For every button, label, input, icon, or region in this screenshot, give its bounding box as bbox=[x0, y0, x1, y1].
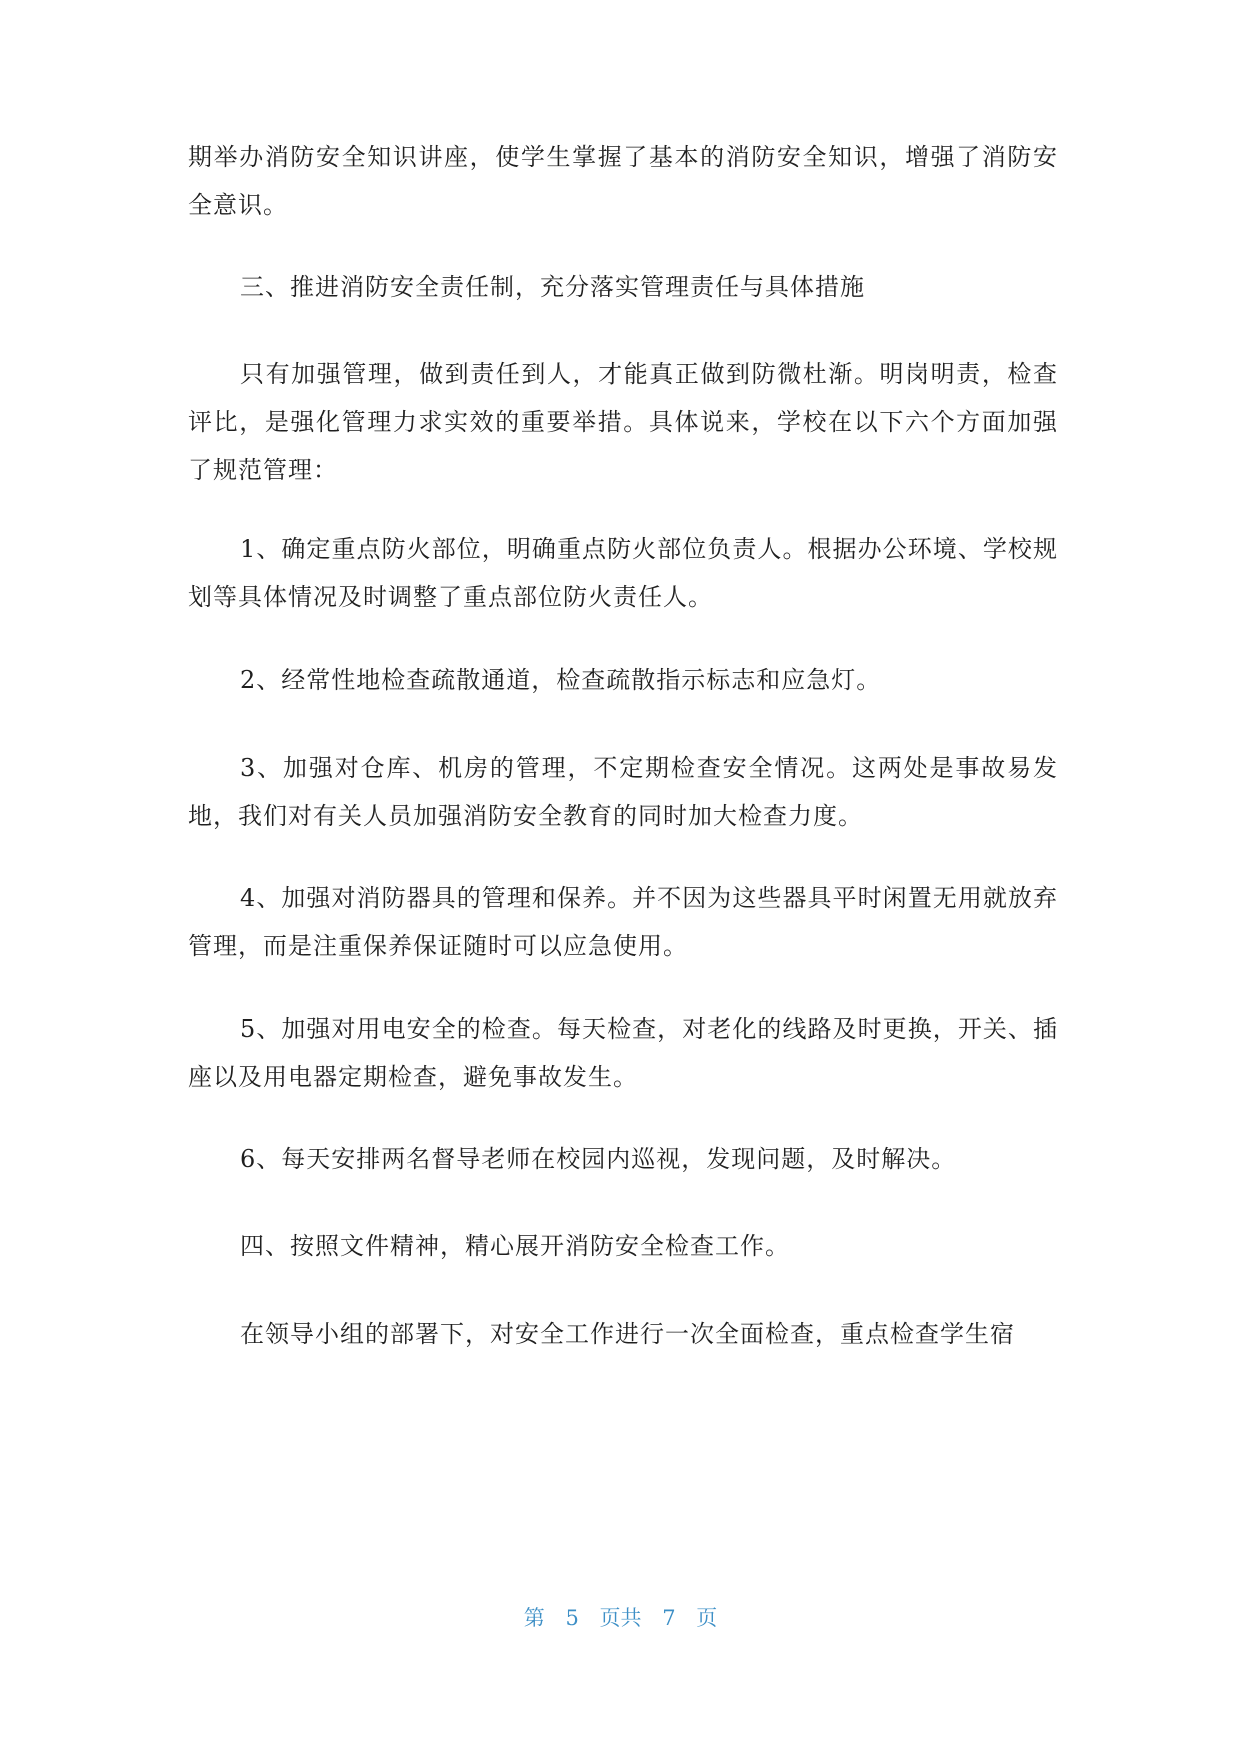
footer-prefix: 第 bbox=[523, 1606, 545, 1630]
paragraph-inspection: 在领导小组的部署下，对安全工作进行一次全面检查，重点检查学生宿 bbox=[240, 1320, 1015, 1348]
footer-middle: 页共 bbox=[599, 1606, 642, 1630]
section-heading-3: 三、推进消防安全责任制，充分落实管理责任与具体措施 bbox=[240, 273, 865, 301]
section-heading-4: 四、按照文件精神，精心展开消防安全检查工作。 bbox=[240, 1232, 790, 1260]
list-item-6: 6、每天安排两名督导老师在校园内巡视，发现问题，及时解决。 bbox=[240, 1145, 957, 1173]
footer-suffix: 页 bbox=[696, 1606, 718, 1630]
paragraph-continued-lecture: 期举办消防安全知识讲座，使学生掌握了基本的消防安全知识，增强了消防安全意识。 bbox=[188, 143, 1058, 219]
list-item-5: 5、加强对用电安全的检查。每天检查，对老化的线路及时更换，开关、插座以及用电器定期检查，避免事故发生。 bbox=[188, 1015, 1058, 1091]
list-item-2: 2、经常性地检查疏散通道，检查疏散指示标志和应急灯。 bbox=[240, 666, 882, 694]
footer-current-page: 5 bbox=[565, 1606, 579, 1630]
footer-total-pages: 7 bbox=[662, 1606, 676, 1630]
list-item-3: 3、加强对仓库、机房的管理，不定期检查安全情况。这两处是事故易发地，我们对有关人员加强消防安全教育的同时加大检查力度。 bbox=[188, 754, 1058, 830]
list-item-4: 4、加强对消防器具的管理和保养。并不因为这些器具平时闲置无用就放弃管理，而是注重保养保证随时可以应急使用。 bbox=[188, 884, 1058, 960]
list-item-1: 1、确定重点防火部位，明确重点防火部位负责人。根据办公环境、学校规划等具体情况及时调整了重点部位防火责任人。 bbox=[188, 535, 1058, 611]
page-number-footer bbox=[0, 1602, 1241, 1632]
paragraph-management-intro: 只有加强管理，做到责任到人，才能真正做到防微杜渐。明岗明责，检查评比，是强化管理力求实效的重要举措。具体说来，学校在以下六个方面加强了规范管理： bbox=[188, 360, 1058, 484]
